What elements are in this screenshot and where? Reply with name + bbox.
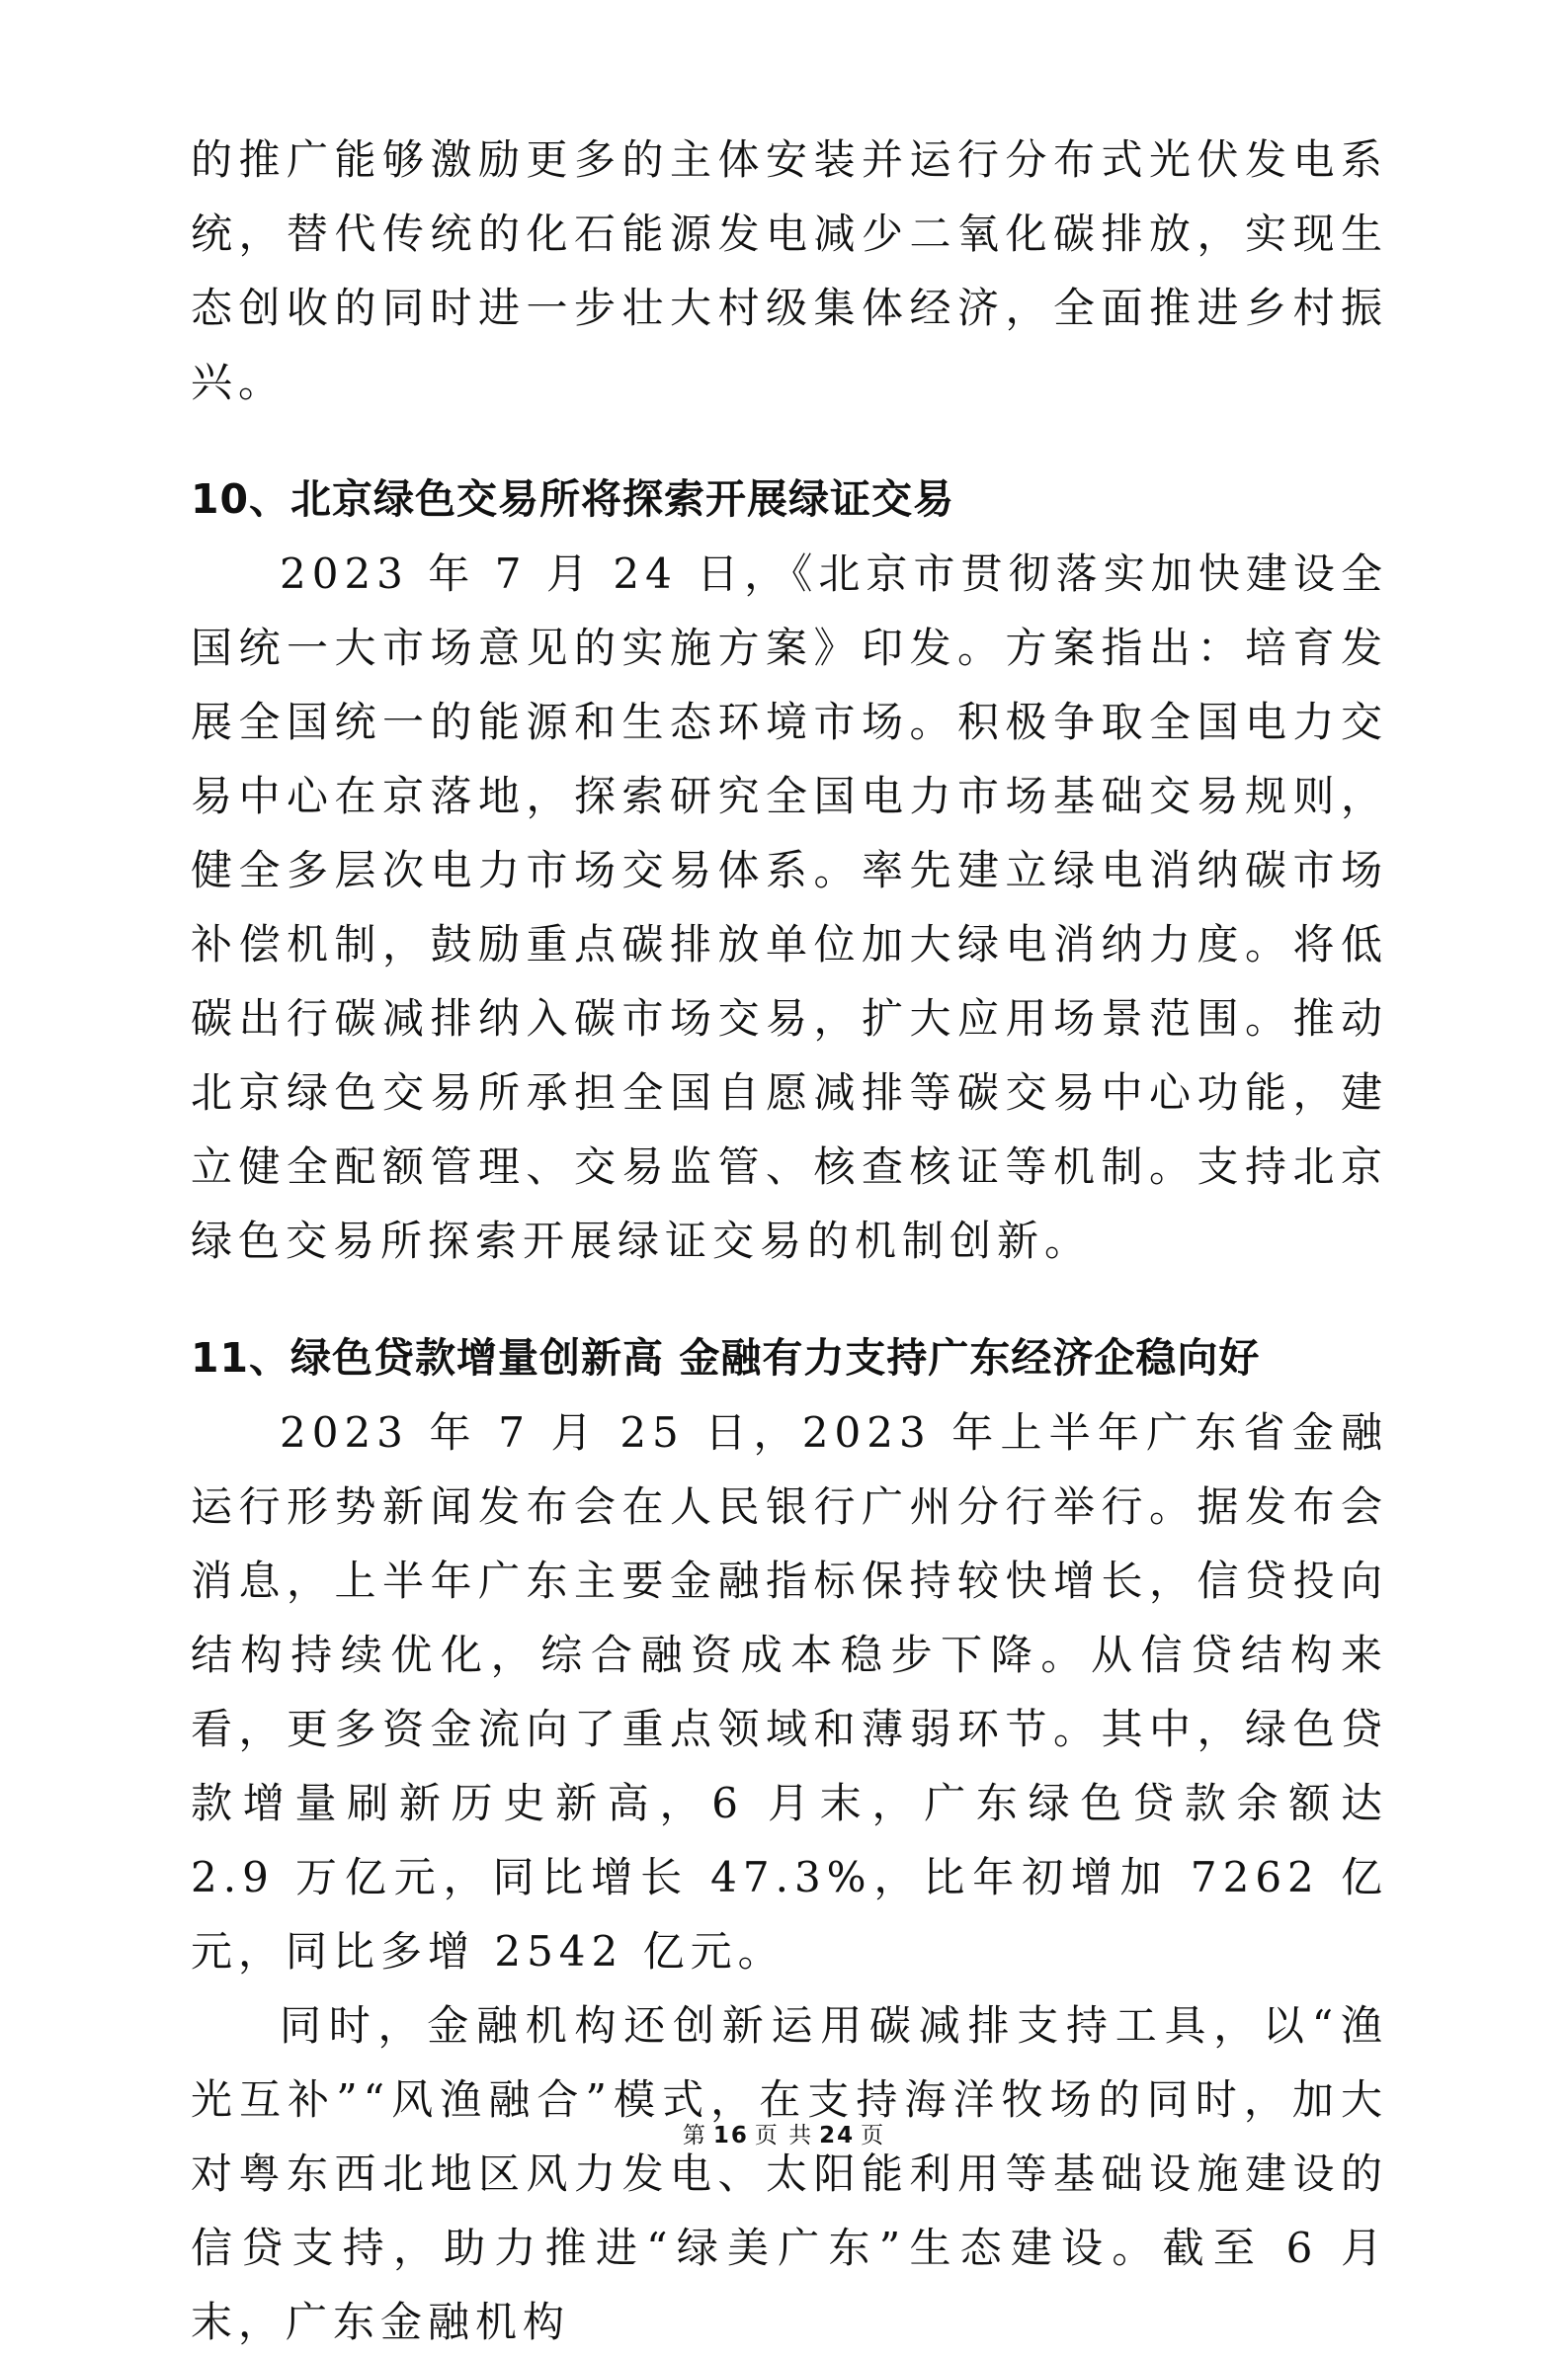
current-page-number: 16 [712, 2123, 749, 2148]
paragraph-carbon-reduction-tools: 同时，金融机构还创新运用碳减排支持工具，以“渔光互补”“风渔融合”模式，在支持海洋牧场的同时，加大对粤东西北地区风力发电、太阳能利用等基础设施建设的信贷支持，助力推进“绿美广东”生态建设。截至 6 月末，广东金融机构 [191, 2001, 1388, 2346]
total-pages-number: 24 [819, 2123, 856, 2148]
paragraph-guangdong-green-loans: 2023 年 7 月 25 日，2023 年上半年广东省金融运行形势新闻发布会在人民银行广州分行举行。据发布会消息，上半年广东主要金融指标保持较快增长，信贷投向结构持续优化，综合融资成本稳步下降。从信贷结构来看，更多资金流向了重点领域和薄弱环节。其中，绿色贷款增量刷新历史新高，6 月末，广东绿色贷款余额达 2.9 万亿元，同比增长 47.3%，比年初增加 7262 亿元，同比多增 2542 亿元。 [191, 1408, 1388, 1976]
document-body [191, 123, 1388, 2359]
footer-suffix: 页 [861, 2123, 886, 2148]
paragraph-beijing-green-exchange: 2023 年 7 月 24 日，《北京市贯彻落实加快建设全国统一大市场意见的实施方案》印发。方案指出：培育发展全国统一的能源和生态环境市场。积极争取全国电力交易中心在京落地，探索研究全国电力市场基础交易规则，健全多层次电力市场交易体系。率先建立绿电消纳碳市场补偿机制，鼓励重点碳排放单位加大绿电消纳力度。将低碳出行碳减排纳入碳市场交易，扩大应用场景范围。推动北京绿色交易所承担全国自愿减排等碳交易中心功能，建立健全配额管理、交易监管、核查核证等机制。支持北京绿色交易所探索开展绿证交易的机制创新。 [191, 549, 1388, 1265]
footer-prefix: 第 [682, 2123, 707, 2148]
section-heading-11: 11、绿色贷款增量创新高 金融有力支持广东经济企稳向好 [191, 1334, 1261, 1382]
paragraph-continuation: 的推广能够激励更多的主体安装并运行分布式光伏发电系统，替代传统的化石能源发电减少二氧化碳排放，实现生态创收的同时进一步壮大村级集体经济，全面推进乡村振兴。 [191, 135, 1388, 406]
section-heading-10: 10、北京绿色交易所将探索开展绿证交易 [191, 475, 955, 523]
page-footer [0, 2117, 1568, 2149]
footer-middle: 页 共 [754, 2123, 814, 2148]
